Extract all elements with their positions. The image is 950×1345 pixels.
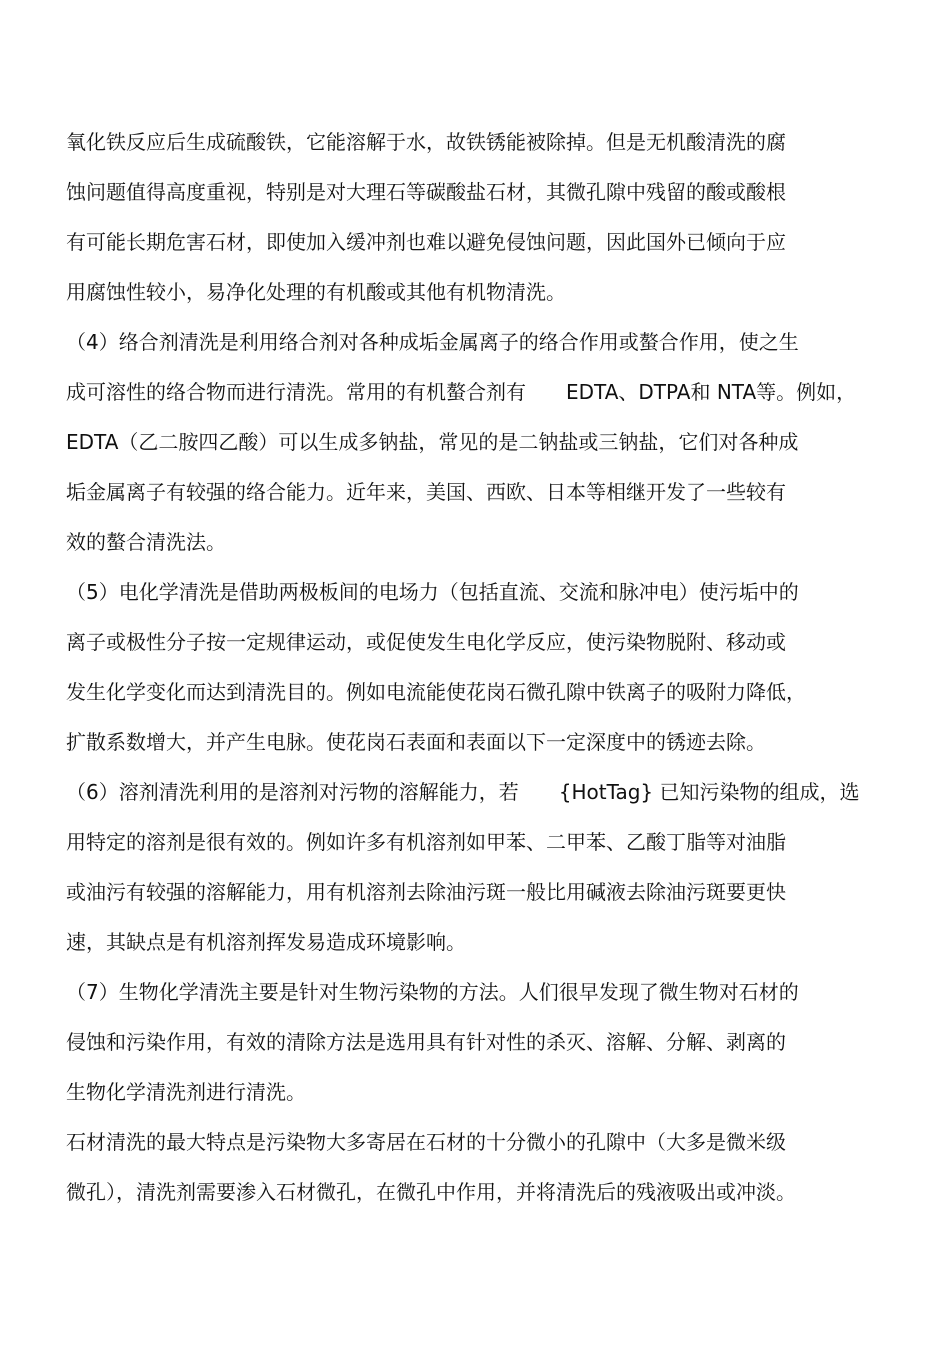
text-line: 速，其缺点是有机溶剂挥发易造成环境影响。 [66, 930, 466, 954]
text-line: 微孔），清洗剂需要渗入石材微孔，在微孔中作用，并将清洗后的残液吸出或冲淡。 [66, 1180, 796, 1204]
text-line: 垢金属离子有较强的络合能力。近年来，美国、西欧、日本等相继开发了一些较有 [66, 480, 786, 504]
text-line: 蚀问题值得高度重视，特别是对大理石等碳酸盐石材，其微孔隙中残留的酸或酸根 [66, 180, 786, 204]
text-line: 扩散系数增大，并产生电脉。使花岗石表面和表面以下一定深度中的锈迹去除。 [66, 730, 766, 754]
text-line: 成可溶性的络合物而进行清洗。常用的有机螯合剂有 EDTA、DTPA和 NTA等。例如， [66, 380, 857, 404]
text-line: （5）电化学清洗是借助两极板间的电场力（包括直流、交流和脉冲电）使污垢中的 [66, 580, 799, 604]
text-line: 石材清洗的最大特点是污染物大多寄居在石材的十分微小的孔隙中（大多是微米级 [66, 1130, 786, 1154]
text-line: 氧化铁反应后生成硫酸铁，它能溶解于水，故铁锈能被除掉。但是无机酸清洗的腐 [66, 130, 786, 154]
text-line: 离子或极性分子按一定规律运动，或促使发生电化学反应，使污染物脱附、移动或 [66, 630, 786, 654]
text-line: 用特定的溶剂是很有效的。例如许多有机溶剂如甲苯、二甲苯、乙酸丁脂等对油脂 [66, 830, 786, 854]
text-line: 侵蚀和污染作用，有效的清除方法是选用具有针对性的杀灭、溶解、分解、剥离的 [66, 1030, 786, 1054]
text-line: （6）溶剂清洗利用的是溶剂对污物的溶解能力，若 {HotTag} 已知污染物的组成，选 [66, 780, 860, 804]
text-line: （7）生物化学清洗主要是针对生物污染物的方法。人们很早发现了微生物对石材的 [66, 980, 799, 1004]
text-line: 或油污有较强的溶解能力，用有机溶剂去除油污斑一般比用碱液去除油污斑要更快 [66, 880, 786, 904]
text-line: 效的螯合清洗法。 [66, 530, 226, 554]
text-line: 生物化学清洗剂进行清洗。 [66, 1080, 306, 1104]
text-line: 发生化学变化而达到清洗目的。例如电流能使花岗石微孔隙中铁离子的吸附力降低， [66, 680, 806, 704]
text-line: EDTA（乙二胺四乙酸）可以生成多钠盐，常见的是二钠盐或三钠盐，它们对各种成 [66, 430, 799, 454]
text-line: （4）络合剂清洗是利用络合剂对各种成垢金属离子的络合作用或螯合作用，使之生 [66, 330, 799, 354]
text-line: 用腐蚀性较小，易净化处理的有机酸或其他有机物清洗。 [66, 280, 566, 304]
text-line: 有可能长期危害石材，即使加入缓冲剂也难以避免侵蚀问题，因此国外已倾向于应 [66, 230, 786, 254]
